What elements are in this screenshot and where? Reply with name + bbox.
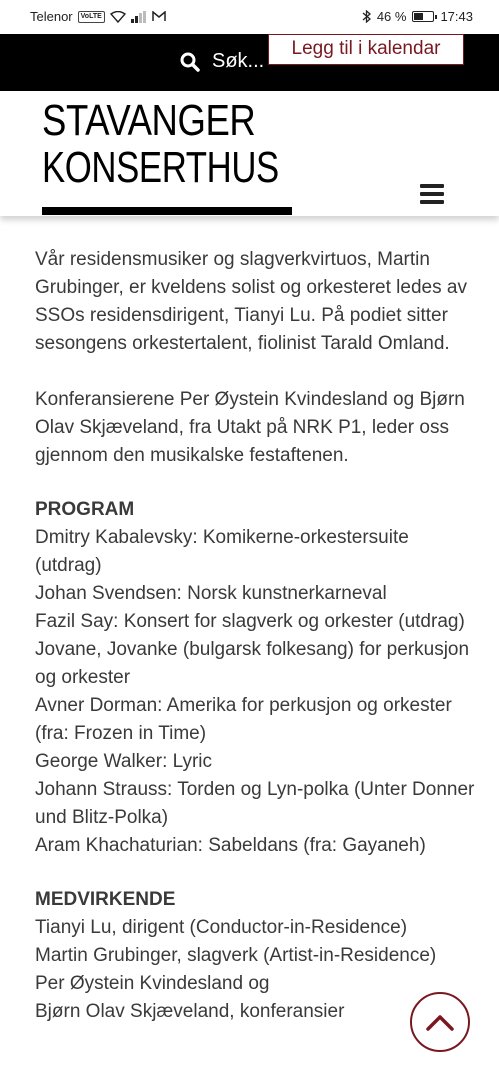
program-item: Aram Khachaturian: Sabeldans (fra: Gayaneh): [35, 835, 426, 856]
logo[interactable]: [42, 97, 292, 191]
performer-item: Martin Grubinger, slagverk (Artist-in-Residence): [35, 945, 437, 966]
event-description: [35, 216, 475, 1026]
program-item: Johan Svendsen: Norsk kunstnerkarneval: [35, 583, 387, 604]
program-list: [35, 524, 475, 860]
search-icon: [180, 52, 200, 72]
program-heading: PROGRAM: [35, 499, 135, 520]
program-item: Dmitry Kabalevsky: Komikerne-orkestersuite (utdrag): [35, 527, 409, 576]
performer-item: Bjørn Olav Skjæveland, konferansier: [35, 1001, 345, 1022]
logo-line-1: STAVANGER: [42, 96, 256, 145]
intro-paragraph: Konferansierene Per Øystein Kvindesland og Bjørn Olav Skjæveland, fra Utakt på NRK P1, leder oss gjennom den musikalske festaftenen.: [35, 389, 465, 466]
clock: 17:43: [440, 9, 473, 24]
program-item: George Walker: Lyric: [35, 751, 213, 772]
battery-icon: [412, 11, 434, 22]
volte-badge: VoLTE: [78, 11, 105, 23]
program-item: Avner Dorman: Amerika for perkusjon og orkester (fra: Frozen in Time): [35, 695, 452, 744]
search-field[interactable]: [180, 50, 264, 73]
medvirkende-heading: MEDVIRKENDE: [35, 889, 176, 910]
signal-icon: [131, 11, 147, 23]
medvirkende-list: [35, 914, 475, 1026]
logo-underline: [42, 207, 292, 215]
intro-paragraph: Vår residensmusiker og slagverkvirtuos, Martin Grubinger, er kveldens solist og orkesteret ledes av SSOs residensdirigent, Tianyi Lu. På podiet sitter sesongens orkestertalent, fiolinist Tarald Omland.: [35, 249, 467, 354]
add-to-calendar-button[interactable]: Legg til i kalendar: [268, 34, 464, 65]
performer-item: Tianyi Lu, dirigent (Conductor-in-Residence): [35, 917, 408, 938]
program-item: Jovane, Jovanke (bulgarsk folkesang) for perkusjon og orkester: [35, 639, 470, 688]
program-item: Fazil Say: Konsert for slagverk og orkester (utdrag): [35, 611, 465, 632]
battery-percentage: 46 %: [376, 9, 407, 24]
performer-item: Per Øystein Kvindesland og: [35, 973, 270, 994]
carrier-label: Telenor: [30, 9, 73, 24]
scroll-to-top-button[interactable]: [410, 992, 470, 1052]
search-placeholder: Søk...: [212, 50, 265, 72]
mail-icon: [152, 11, 166, 22]
chevron-up-icon: [426, 1013, 454, 1031]
ghost-text: [300, 119, 305, 141]
status-bar: [0, 0, 499, 34]
logo-line-2: KONSERTHUS: [42, 143, 279, 192]
program-item: Johann Strauss: Torden og Lyn-polka (Unter Donner und Blitz-Polka): [35, 779, 475, 828]
bluetooth-icon: [362, 10, 371, 23]
menu-icon[interactable]: [420, 184, 444, 204]
wifi-icon: [110, 11, 126, 23]
